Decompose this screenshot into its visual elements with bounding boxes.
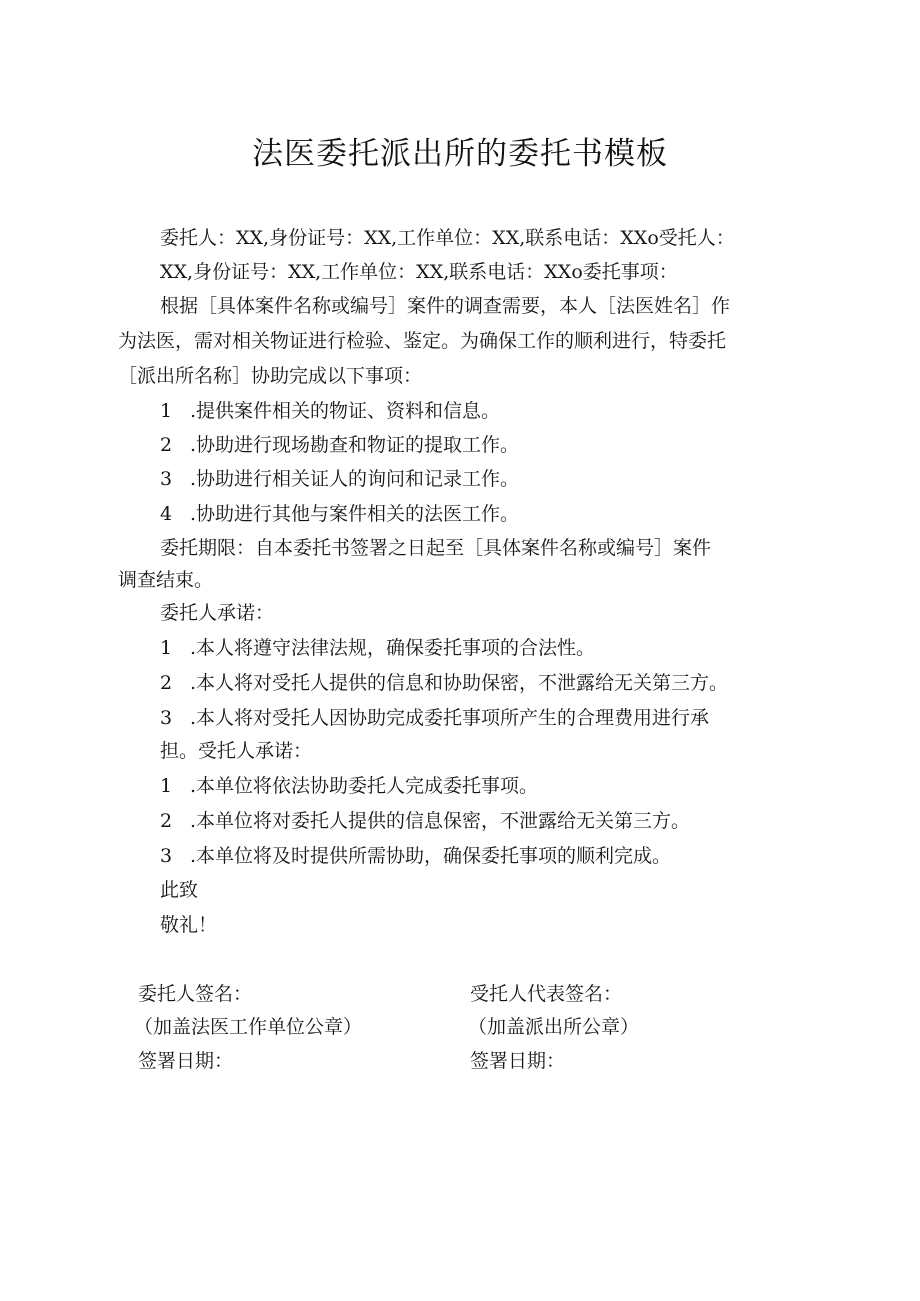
closing-salutation: 此致 (160, 879, 199, 901)
principal-signature-label: 委托人签名： (138, 983, 253, 1005)
agent-commitment-item (160, 774, 538, 798)
commitment-number: 2 (160, 672, 173, 694)
agent-signing-date-label: 签署日期： (470, 1050, 566, 1072)
principal-seal-note: （加盖法医工作单位公章） (134, 1016, 363, 1038)
agent-signature-label: 受托人代表签名： (470, 983, 623, 1005)
intro-line-1: 委托人：XX,身份证号：XX,工作单位：XX,联系电话：XXo受托人： (160, 227, 735, 249)
matter-number: 3 (160, 468, 173, 490)
principal-commitment-item (160, 706, 709, 730)
matter-text: .协助进行现场勘查和物证的提取工作。 (190, 434, 520, 456)
commitment-number: 1 (160, 637, 173, 659)
matter-item (160, 467, 519, 491)
principal-commitment-continuation: 担。受托人承诺： (160, 740, 313, 762)
matter-text: .提供案件相关的物证、资料和信息。 (190, 400, 501, 422)
matter-number: 2 (160, 434, 173, 456)
principal-commitment-item (160, 671, 728, 695)
matter-text: .协助进行其他与案件相关的法医工作。 (190, 503, 520, 525)
commitment-number: 1 (160, 775, 173, 797)
agent-seal-note: （加盖派出所公章） (468, 1016, 640, 1038)
basis-line-3: ［派出所名称］协助完成以下事项： (118, 365, 423, 387)
basis-line-1: 根据［具体案件名称或编号］案件的调查需要，本人［法医姓名］作 (160, 295, 731, 317)
principal-commitment-item (160, 636, 595, 660)
commitment-text: .本单位将依法协助委托人完成委托事项。 (190, 775, 539, 797)
period-line-1: 委托期限：自本委托书签署之日起至［具体案件名称或编号］案件 (160, 537, 712, 559)
commitment-text: .本单位将对委托人提供的信息保密，不泄露给无关第三方。 (190, 810, 691, 832)
matter-item (160, 502, 519, 526)
commitment-number: 3 (160, 845, 173, 867)
basis-line-2: 为法医，需对相关物证进行检验、鉴定。为确保工作的顺利进行，特委托 (118, 330, 727, 352)
matter-number: 4 (160, 503, 173, 525)
closing-regards: 敬礼！ (160, 914, 218, 936)
matter-text: .协助进行相关证人的询问和记录工作。 (190, 468, 520, 490)
commitment-number: 2 (160, 810, 173, 832)
commitment-text: .本单位将及时提供所需协助，确保委托事项的顺利完成。 (190, 845, 672, 867)
commitment-text: .本人将对受托人因协助完成委托事项所产生的合理费用进行承 (190, 707, 710, 729)
commitment-number: 3 (160, 707, 173, 729)
intro-line-2: XX,身份证号：XX,工作单位：XX,联系电话：XXo委托事项： (160, 261, 678, 283)
matter-item (160, 399, 500, 423)
matter-item (160, 433, 519, 457)
document-title: 法医委托派出所的委托书模板 (252, 136, 668, 172)
principal-commitment-heading: 委托人承诺： (160, 602, 275, 624)
agent-commitment-item (160, 844, 671, 868)
principal-signing-date-label: 签署日期： (138, 1050, 234, 1072)
period-line-2: 调查结束。 (118, 569, 214, 591)
commitment-text: .本人将遵守法律法规，确保委托事项的合法性。 (190, 637, 596, 659)
agent-commitment-item (160, 809, 690, 833)
commitment-text: .本人将对受托人提供的信息和协助保密，不泄露给无关第三方。 (190, 672, 729, 694)
matter-number: 1 (160, 400, 173, 422)
